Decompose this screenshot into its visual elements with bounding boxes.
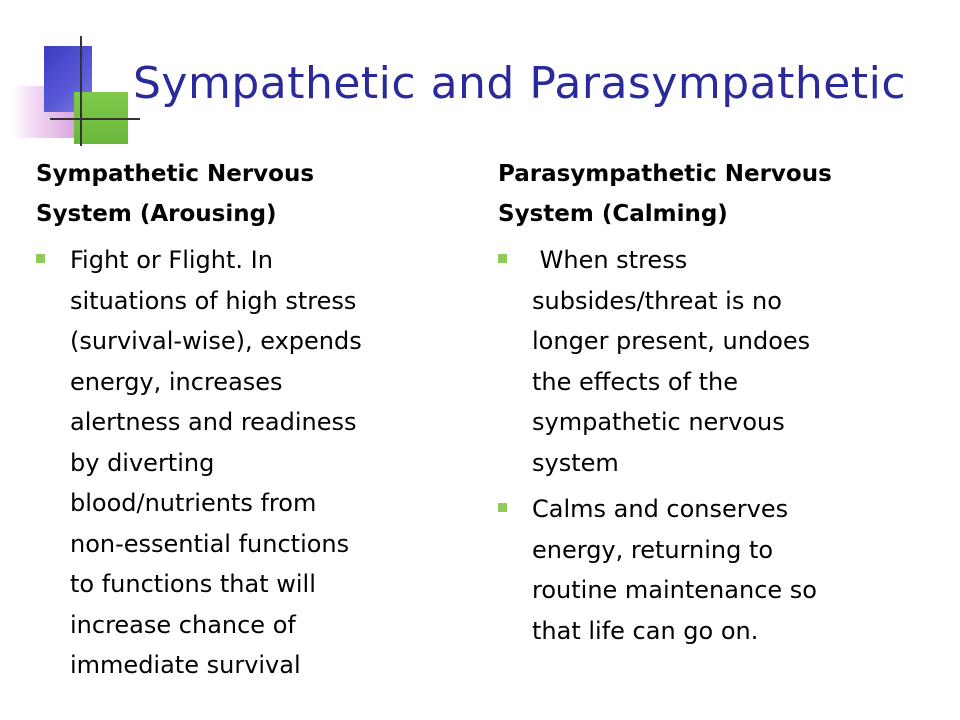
sympathetic-bullet-list: [36, 240, 466, 686]
bullet-line: energy, returning to: [532, 535, 774, 564]
bullet-line: longer present, undoes: [532, 327, 811, 355]
bullet-line: When stress: [532, 246, 688, 274]
parasympathetic-bullet-list: [498, 240, 928, 651]
sympathetic-heading: [36, 154, 466, 234]
heading-line: Sympathetic Nervous: [36, 161, 315, 187]
bullet-item: [36, 240, 466, 686]
bullet-square-icon: [498, 254, 507, 263]
heading-line: Parasympathetic Nervous: [498, 161, 832, 187]
parasympathetic-heading: [498, 154, 928, 234]
bullet-line: situations of high stress: [70, 286, 357, 315]
bullet-line: that life can go on.: [532, 616, 759, 645]
heading-line: System (Arousing): [36, 201, 277, 227]
bullet-line: immediate survival: [70, 651, 301, 679]
bullet-square-icon: [498, 503, 507, 512]
bullet-square-icon: [36, 254, 45, 263]
bullet-line: blood/nutrients from: [70, 489, 317, 517]
bullet-line: (survival-wise), expends: [70, 327, 362, 355]
heading-line: System (Calming): [498, 201, 728, 227]
bullet-line: increase chance of: [70, 610, 296, 639]
slide-title: Sympathetic and Parasympathetic: [133, 58, 907, 109]
bullet-line: subsides/threat is no: [532, 286, 782, 315]
bullet-line: energy, increases: [70, 367, 283, 396]
bullet-line: non-essential functions: [70, 529, 350, 558]
bullet-line: to functions that will: [70, 570, 316, 598]
bullet-line: the effects of the: [532, 367, 738, 396]
bullet-line: Calms and conserves: [532, 495, 789, 523]
bullet-line: alertness and readiness: [70, 408, 357, 436]
parasympathetic-column: [498, 154, 928, 657]
bullet-line: by diverting: [70, 448, 215, 477]
bullet-line: sympathetic nervous: [532, 408, 785, 436]
bullet-line: routine maintenance so: [532, 576, 817, 604]
decor-vertical-line: [80, 36, 82, 146]
decor-horizontal-line: [50, 118, 140, 120]
bullet-item: [498, 240, 928, 483]
bullet-item: [498, 489, 928, 651]
sympathetic-column: [36, 154, 466, 692]
bullet-line: Fight or Flight. In: [70, 246, 273, 274]
bullet-line: system: [532, 448, 619, 477]
